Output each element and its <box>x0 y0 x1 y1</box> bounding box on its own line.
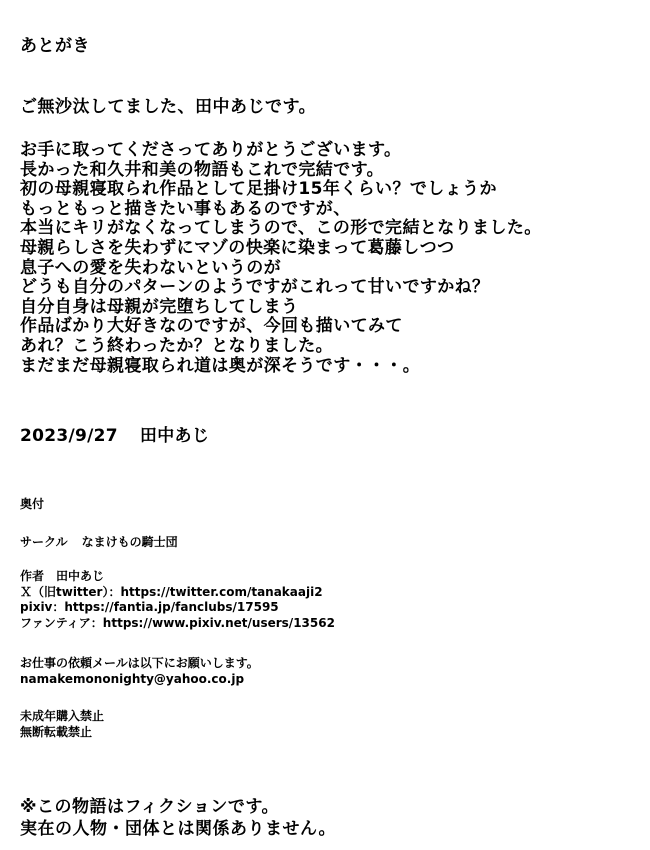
afterword-date: 2023/9/27 <box>20 426 118 446</box>
author-info <box>20 569 335 631</box>
restriction-item: 無断転載禁止 <box>20 724 93 739</box>
message-line: もっともっと描きたい事もあるのですが、 <box>20 198 351 219</box>
request-note: お仕事の依頼メールは以下にお願いします。 <box>20 656 259 670</box>
message-line: お手に取ってくださってありがとうございます。 <box>20 140 402 160</box>
circle-name: なまけもの騎士団 <box>81 535 178 549</box>
greeting-line: ご無沙汰してました、田中あじです。 <box>20 97 317 117</box>
message-line: 本当にキリがなくなってしまうので、この形で完結となりました。 <box>20 218 542 239</box>
twitter-link: Ｘ（旧twitter）：https://twitter.com/tanakaaji2 <box>20 584 323 599</box>
signature-name: 田中あじ <box>139 426 210 446</box>
author-line <box>20 569 335 585</box>
author-label: 作者 <box>20 569 45 583</box>
circle-line <box>20 535 178 550</box>
restrictions <box>20 709 104 740</box>
pixiv-link: pixiv：https://fantia.jp/fanclubs/17595 <box>20 600 279 614</box>
fantia-link: ファンティア：https://www.pixiv.net/users/13562 <box>20 615 335 630</box>
author-name: 田中あじ <box>56 569 105 583</box>
message-line: 母親らしさを失わずにマゾの快楽に染まって葛藤しつつ <box>20 237 455 258</box>
circle-label: サークル <box>20 535 68 549</box>
disclaimer-line: ※この物語はフィクションです。 <box>20 797 279 817</box>
colophon-heading: 奥付 <box>20 497 45 511</box>
contact-email: namakemononighty@yahoo.co.jp <box>20 671 245 686</box>
message-line: 長かった和久井和美の物語もこれで完結です。 <box>20 159 385 180</box>
message-line: 自分自身は母親が完堕ちしてしまう <box>20 296 299 317</box>
message-line: 作品ばかり大好きなのですが、今回も描いてみて <box>20 316 403 337</box>
restriction-item: 未成年購入禁止 <box>20 709 105 723</box>
disclaimer-line: 実在の人物・団体とは関係ありません。 <box>20 819 337 839</box>
afterword-message <box>20 141 542 376</box>
contact-info <box>20 656 259 687</box>
message-line: 初の母親寝取られ作品として足掛け15年くらい？でしょうか <box>20 179 497 200</box>
signature-line <box>20 426 209 446</box>
message-line: まだまだ母親寝取られ道は奥が深そうです・・・。 <box>20 355 421 376</box>
afterword-title: あとがき <box>20 36 90 56</box>
message-line: あれ？こう終わったか？となりました。 <box>20 335 334 356</box>
message-line: 息子への愛を失わないというのが <box>20 257 281 278</box>
message-line: どうも自分のパターンのようですがこれって甘いですかね？ <box>20 277 490 298</box>
